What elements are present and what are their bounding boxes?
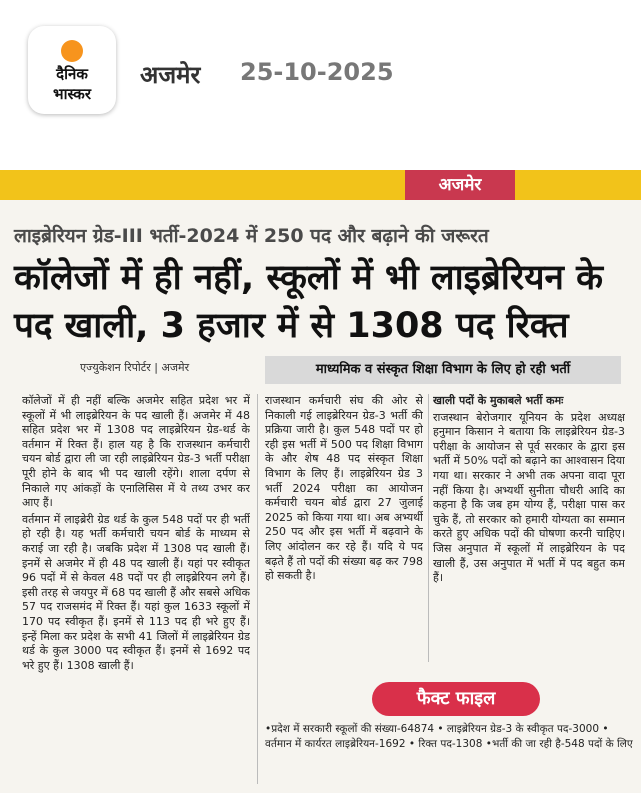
paragraph: कॉलेजों में ही नहीं बल्कि अजमेर सहित प्रदेश भर में स्कूलों में भी लाइब्रेरियन के पद खाली हैं। अजमेर में 48 सहित प्रदेश भर में 1308 पद लाइब्रेरियन ग्रेड-थर्ड के वर्तमान में रिक्त हैं। हाल यह है कि राजस्थान कर्मचारी चयन बोर्ड द्वारा ली जा रही लाइब्रेरियन ग्रेड-3 भर्ती परीक्षा पूरी होने के बाद भी पद खाली रहेंगे। शाला दर्पण से निकाले गए आंकड़ों के एनालिसिस में ये तथ्य उभर कर आए हैं। [22,394,250,510]
app-header [0,0,641,170]
paragraph: वर्तमान में लाइब्रेरी ग्रेड थर्ड के कुल 548 पदों पर ही भर्ती हो रही है। यह भर्ती कर्मचारी चयन बोर्ड के माध्यम से कराई जा रही है। जबकि प्रदेश में 1308 पद खाली हैं। इनमें से अजमेर में ही 48 पद खाली हैं। यहां पर स्वीकृत 96 पदों में से केवल 48 पदों पर ही लाइब्रेरियन लगे हैं। इसी तरह से जयपुर में 68 पद खाली हैं और सबसे अधिक 57 पद राजसमंद में रिक्त हैं। यहां कुल 1633 स्कूलों में 170 पद स्वीकृत हैं। इनमें से 113 पद ही भरे हुए हैं। इन्हें मिला कर प्रदेश के सभी 41 जिलों में लाइब्रेरियन ग्रेड थर्ड के कुल 3000 पद स्वीकृत हैं। इनमें से 1692 पद भरे हुए हैं। 1308 खाली हैं। [22,512,250,672]
logo-text-line2: भास्कर [53,85,91,103]
article-column-2 [265,394,423,664]
fact-file-text: •प्रदेश में सरकारी स्कूलों की संख्या-64874 • लाइब्रेरियन ग्रेड-3 के स्वीकृत पद-3000 • वर्तमान में कार्यरत लाइब्रेरियन-1692 • रिक्त पद-1308 •भर्ती की जा रही है-548 पदों के लिए [265,723,633,750]
section-tag: अजमेर [405,170,515,200]
paragraph: राजस्थान बेरोजगार यूनियन के प्रदेश अध्यक्ष हनुमान किसान ने बताया कि लाइब्रेरियन ग्रेड-3 परीक्षा के आयोजन से पूर्व सरकार के द्वारा इस भर्ती में 50% पदों को बढ़ाने का आश्वासन दिया गया था। सरकार ने अभी तक अपना वादा पूरा नहीं किया है। अभ्यर्थी सुनीता चौधरी आदि का कहना है कि जब हम योग्य हैं, परीक्षा पास कर चुके हैं, तो सरकार को हमारी योग्यता का सम्मान करते हुए अधिक पदों की घोषणा करनी चाहिए। जिस अनुपात में स्कूलों में लाइब्रेरियन के पद खाली हैं, उस अनुपात में भर्ती में पद बहुत कम हैं। [433,410,625,585]
column-lead: खाली पदों के मुकाबले भर्ती कमः [433,394,564,407]
column-divider [257,394,258,784]
main-headline: कॉलेजों में ही नहीं, स्कूलों में भी लाइब्रेरियन के पद खाली, 3 हजार में से 1308 पद रिक्त [14,258,603,346]
fact-file-badge: फैक्ट फाइल [372,682,540,716]
subheading-banner: माध्यमिक व संस्कृत शिक्षा विभाग के लिए हो रही भर्ती [265,356,621,384]
dainik-bhaskar-logo[interactable] [28,26,116,114]
edition-date: 25-10-2025 [240,58,394,86]
column-divider [428,394,429,662]
article-column-3 [433,394,625,664]
article-column-1 [22,394,250,789]
news-clipping [0,170,641,793]
paragraph: राजस्थान कर्मचारी संघ की ओर से निकाली गई लाइब्रेरियन ग्रेड-3 भर्ती की प्रक्रिया जारी है। कुल 548 पदों पर हो रही इस भर्ती में 500 पद शिक्षा विभाग के और शेष 48 पद संस्कृत शिक्षा विभाग के लिए हैं। लाइब्रेरियन ग्रेड 3 भर्ती 2024 परीक्षा का आयोजन कर्मचारी चयन बोर्ड द्वारा 27 जुलाई 2025 को किया गया था। अब अभ्यर्थी 250 पद और इस भर्ती में बढ़वाने के लिए आंदोलन कर रहे हैं। यदि ये पद बढ़ते हैं तो पदों की संख्या बढ़ कर 798 हो सकती है। [265,394,423,583]
sun-icon [61,40,83,62]
logo-text-line1: दैनिक [56,65,88,83]
section-bar [0,170,641,200]
edition-city: अजमेर [140,61,201,89]
kicker-headline: लाइब्रेरियन ग्रेड-III भर्ती-2024 में 250 पद और बढ़ाने की जरूरत [14,225,489,247]
byline: एज्युकेशन रिपोर्टर | अजमेर [80,361,190,374]
